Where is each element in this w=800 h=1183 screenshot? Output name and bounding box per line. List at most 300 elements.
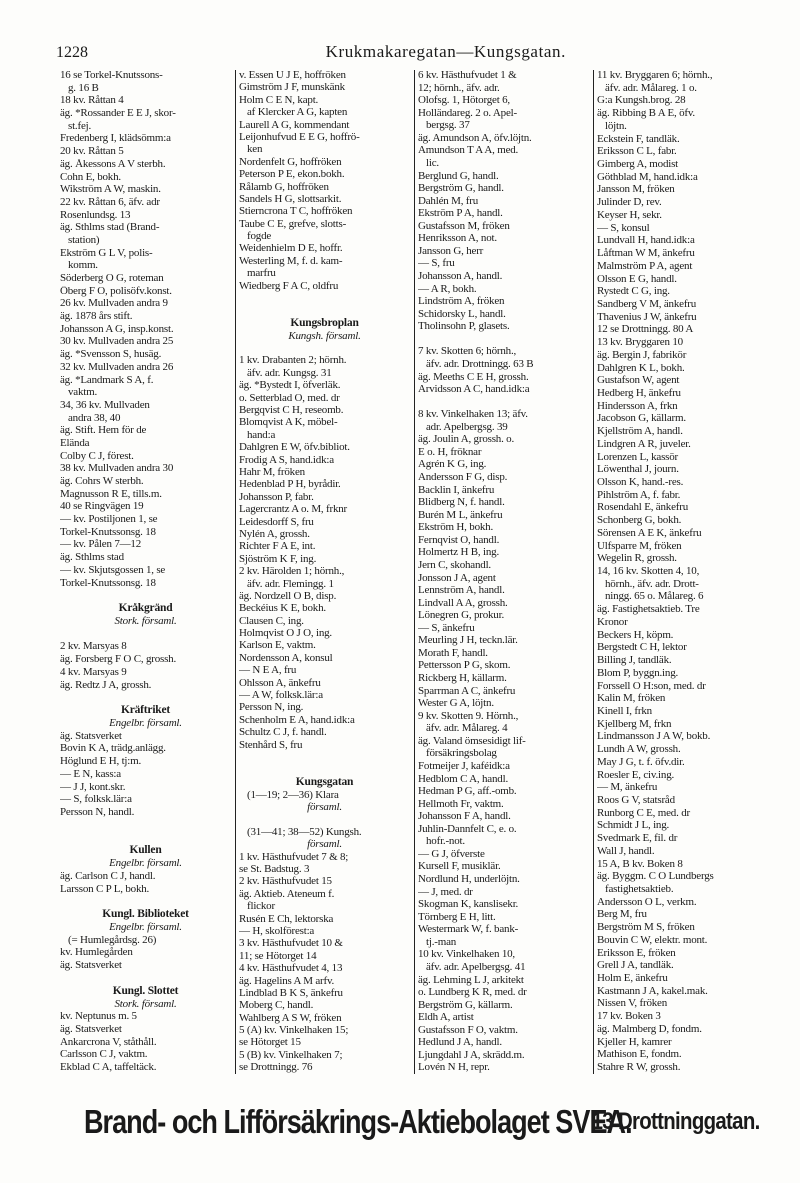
directory-line: Frodig A S, hand.idk:a: [239, 454, 334, 466]
directory-line: äg. Stift. Hem för de: [60, 425, 147, 437]
directory-line: äg. Statsverket: [60, 960, 122, 972]
directory-line: Nordlund H, underlöjtn.: [418, 874, 520, 885]
directory-line: Gimström J F, munskänk: [239, 82, 345, 94]
directory-line: — M, änkefru: [597, 782, 658, 794]
directory-line: äg. Åkessons A V sterbh.: [60, 158, 166, 170]
directory-line: Bergqvist C H, reseomb.: [239, 405, 344, 417]
directory-line: Kronor: [597, 616, 628, 628]
directory-line: 16 se Torkel-Knutssons-: [60, 70, 163, 81]
directory-line: äg. Byggm. C O Lundbergs: [597, 871, 714, 883]
directory-line: Berglund G, handl.: [418, 170, 499, 182]
directory-line: Bergström M S, fröken: [597, 922, 695, 934]
directory-line: äg. Statsverket: [60, 730, 122, 742]
directory-line: Wall J, handl.: [597, 845, 655, 857]
directory-line: äfv. adr. Kungsg. 31: [247, 367, 332, 379]
directory-line: ningg. 65 o. Målareg. 6: [605, 591, 704, 603]
directory-line: 14, 16 kv. Skotten 4, 10,: [597, 566, 700, 578]
directory-line: Leidesdorff S, fru: [239, 516, 314, 528]
directory-line: — A R, bokh.: [418, 283, 477, 295]
directory-line: Göthblad M, hand.idk:a: [597, 171, 698, 183]
directory-line: Colby C J, förest.: [60, 450, 134, 462]
directory-line: Holländareg. 2 o. Apel-: [418, 107, 517, 119]
directory-line: — kv. Postiljonen 1, se: [60, 514, 158, 526]
directory-line: Kräftriket: [120, 704, 171, 716]
directory-line: Hedlund J A, handl.: [418, 1037, 502, 1049]
directory-line: Rystedt C G, ing.: [597, 286, 670, 298]
directory-line: Kjeller H, kamrer: [597, 1036, 672, 1048]
directory-line: Wegelin R, grossh.: [597, 553, 677, 565]
directory-line: lic.: [426, 157, 439, 169]
directory-line: Schenholm E A, hand.idk:a: [239, 714, 355, 726]
directory-line: Ulfsparre M, fröken: [597, 540, 682, 552]
directory-line: Kullen: [129, 844, 162, 856]
directory-line: äg. *Landmark S A, f.: [60, 374, 154, 386]
directory-line: Lundh A W, grossh.: [597, 744, 681, 756]
directory-line: Nordensson A, konsul: [239, 652, 333, 664]
directory-line: Eckstein F, tandläk.: [597, 133, 680, 145]
directory-line: Johansson A, handl.: [418, 271, 503, 282]
directory-line: Richter F A E, int.: [239, 541, 316, 553]
directory-line: äg. Cohrs W sterbh.: [60, 476, 144, 487]
directory-line: 32 kv. Mullvaden andra 26: [60, 361, 174, 373]
directory-line: äg. Fastighetsaktieb. Tre: [597, 604, 700, 616]
directory-line: E o. H, fröknar: [418, 446, 482, 458]
directory-line: Ekström P A, handl.: [418, 208, 503, 220]
directory-line: 9 kv. Skotten 9. Hörnh.,: [418, 710, 519, 722]
directory-line: Hindersson A, frkn: [597, 400, 678, 412]
directory-line: Jacobson G, källarm.: [597, 413, 686, 425]
directory-line: 13 kv. Bryggaren 10: [597, 337, 683, 349]
directory-line: Persson N, handl.: [60, 806, 135, 818]
directory-line: äg. Amundson A, öfv.löjtn.: [418, 132, 532, 144]
directory-line: kv. Humlegården: [60, 947, 133, 959]
directory-line: Roesler E, civ.ing.: [597, 769, 675, 781]
directory-line: [418, 334, 589, 345]
directory-line: [60, 590, 231, 601]
directory-column-2: [235, 70, 410, 1074]
directory-line: 10 kv. Vinkelhaken 10,: [418, 949, 515, 961]
directory-line: Westermark W, f. bank-: [418, 924, 519, 936]
directory-line: Laurell A G, kommendant: [239, 119, 350, 131]
directory-line: — E N, kass:a: [60, 768, 121, 780]
directory-line: Kungsgatan: [295, 776, 354, 788]
directory-line: 34, 36 kv. Mullvaden: [60, 399, 150, 411]
directory-line: Bovin K A, trädg.anlägg.: [60, 743, 166, 755]
directory-line: Rålamb G, hoffröken: [239, 181, 329, 193]
directory-line: Jern C, skohandl.: [418, 559, 491, 571]
directory-line: 40 se Ringvägen 19: [60, 501, 144, 513]
directory-line: Persson N, ing.: [239, 702, 304, 714]
directory-line: — S, folksk.lär:a: [60, 794, 132, 806]
directory-line: Gustafsson M, fröken: [418, 220, 510, 232]
directory-line: Öberg F O, polisöfv.konst.: [60, 285, 172, 297]
directory-line: Rosendahl E, änkefru: [597, 502, 688, 514]
directory-line: Billing J, tandläk.: [597, 655, 672, 667]
directory-line: Thavenius J W, änkefru: [597, 311, 697, 323]
directory-line: 6 kv. Hästhufvudet 1 &: [418, 70, 517, 81]
directory-line: 15 A, B kv. Boken 8: [597, 858, 683, 870]
directory-line: Sandberg V M, änkefru: [597, 298, 697, 310]
directory-line: 11 kv. Bryggaren 6; hörnh.,: [597, 70, 713, 81]
directory-line: af Klercker A G, kapten: [247, 107, 348, 119]
directory-line: Blidberg N, f. handl.: [418, 497, 505, 509]
directory-line: Wahlberg A S W, fröken: [239, 1012, 342, 1024]
directory-line: Ankarcrona V, ståthåll.: [60, 1036, 157, 1048]
directory-line: äg. Aktieb. Ateneum f.: [239, 888, 335, 900]
directory-line: Peterson P E, ekon.bokh.: [239, 169, 345, 181]
directory-line: äfv. adr. Apelbergsg. 41: [426, 961, 526, 973]
directory-line: Kråkgränd: [118, 602, 173, 614]
directory-line: försäkringsbolag: [426, 748, 497, 760]
directory-line: Elända: [60, 437, 90, 449]
directory-line: Jonsson J A, agent: [418, 572, 496, 584]
directory-line: — G J, öfverste: [418, 848, 485, 860]
directory-line: Ekström H, bokh.: [418, 522, 494, 534]
directory-line: Lennström A, handl.: [418, 585, 505, 597]
directory-line: Backlin I, änkefru: [418, 484, 495, 496]
directory-line: Höglund E H, tj:m.: [60, 756, 142, 768]
directory-line: Keyser H, sekr.: [597, 209, 662, 221]
directory-line: Engelbr. församl.: [109, 922, 182, 934]
directory-line: Kalin M, fröken: [597, 693, 666, 705]
directory-line: — kv. Pålen 7—12: [60, 539, 142, 551]
directory-line: [60, 973, 231, 984]
directory-line: se St. Badstug. 3: [239, 864, 310, 875]
directory-line: 2 kv. Hästhufvudet 15: [239, 876, 332, 888]
directory-line: Stork. församl.: [114, 616, 177, 628]
directory-line: vaktm.: [68, 387, 98, 399]
directory-line: Holmertz H B, ing.: [418, 547, 500, 559]
directory-line: Dahlén M, fru: [418, 195, 479, 207]
directory-line: 18 kv. Råttan 4: [60, 95, 124, 107]
directory-line: Mathison E, fondm.: [597, 1049, 682, 1061]
directory-line: — N E A, fru: [239, 665, 297, 677]
directory-line: Pettersson P G, skom.: [418, 660, 511, 672]
directory-line: [239, 293, 410, 304]
directory-line: [60, 896, 231, 907]
directory-line: äg. Valand ömsesidigt lif-: [418, 735, 526, 747]
directory-line: Nylén A, grossh.: [239, 528, 310, 540]
directory-line: Morath F, handl.: [418, 647, 488, 659]
directory-line: — J, med. dr: [418, 886, 473, 898]
directory-line: — S, fru: [418, 258, 455, 270]
directory-line: Andersson F G, disp.: [418, 472, 508, 483]
page-number: 1228: [56, 44, 88, 61]
directory-line: Gustafson W, agent: [597, 375, 680, 387]
directory-line: 12; hörnh., äfv. adr.: [418, 82, 500, 94]
directory-line: Holm C E N, kapt.: [239, 94, 319, 106]
directory-line: Nordenfelt G, hoffröken: [239, 156, 342, 168]
directory-line: tj.-man: [426, 936, 457, 948]
directory-line: Olsson K, hand.-res.: [597, 477, 684, 488]
directory-line: Clausen C, ing.: [239, 615, 304, 627]
directory-line: Dahlgren E W, öfv.bibliot.: [239, 442, 350, 454]
directory-line: Rusén E Ch, lektorska: [239, 913, 334, 925]
directory-line: — S, änkefru: [418, 622, 475, 634]
directory-line: Lovén N H, repr.: [418, 1062, 490, 1074]
directory-line: Wester G A, löjtn.: [418, 698, 494, 710]
directory-line: kv. Neptunus m. 5: [60, 1011, 137, 1023]
directory-line: flickor: [247, 901, 275, 913]
directory-line: Törnberg E H, litt.: [418, 911, 496, 923]
directory-line: [60, 692, 231, 703]
directory-line: Nissen V, fröken: [597, 998, 668, 1010]
directory-line: Johansson P, fabr.: [239, 491, 314, 503]
directory-line: Schidorsky L, handl.: [418, 308, 506, 320]
directory-line: Grell J A, tandläk.: [597, 960, 674, 972]
directory-line: Torkel-Knutssonsg. 18: [60, 577, 156, 589]
directory-line: Rosenlundsg. 13: [60, 209, 131, 221]
directory-line: Sjöström K F, ing.: [239, 553, 317, 565]
directory-line: 3 kv. Hästhufvudet 10 &: [239, 938, 343, 950]
directory-line: Forssell O H:son, med. dr: [597, 680, 706, 692]
directory-line: Amundson T A A, med.: [418, 145, 519, 157]
directory-line: Eriksson E, fröken: [597, 947, 676, 959]
directory-line: äg. Bergin J, fabrikör: [597, 349, 687, 361]
directory-line: Fotmeijer J, kaféidk:a: [418, 760, 510, 772]
directory-line: Hahr M, fröken: [239, 467, 305, 478]
directory-line: ken: [247, 144, 263, 156]
directory-line: Runborg C E, med. dr: [597, 807, 690, 819]
directory-line: Lönegren G, prokur.: [418, 610, 505, 622]
directory-line: [60, 629, 231, 640]
directory-line: Sparrman A C, änkefru: [418, 685, 516, 697]
directory-column-3: [414, 70, 589, 1074]
directory-line: äg. *Svensson S, husäg.: [60, 349, 162, 361]
directory-line: (1—19; 2—36) Klara: [247, 789, 339, 801]
directory-line: äfv. adr. Flemingg. 1: [247, 578, 334, 590]
directory-line: äg. Nordzell O B, disp.: [239, 590, 337, 602]
directory-line: Hedenblad P H, byrådir.: [239, 479, 341, 491]
directory-line: o. Lundberg K R, med. dr: [418, 987, 527, 999]
directory-line: Blom P, byggn.ing.: [597, 667, 679, 679]
directory-line: Roos G V, statsråd: [597, 794, 675, 806]
directory-line: bergsg. 37: [426, 120, 470, 132]
directory-line: marfru: [247, 268, 276, 280]
directory-line: Julinder D, rev.: [597, 197, 662, 209]
directory-line: [418, 397, 589, 408]
directory-line: Engelbr. församl.: [109, 718, 182, 730]
directory-line: 8 kv. Vinkelhaken 13; äfv.: [418, 409, 528, 421]
directory-line: [239, 305, 410, 316]
directory-line: Schonberg G, bokh.: [597, 515, 682, 527]
directory-line: Hedberg H, änkefru: [597, 387, 681, 399]
directory-line: Holm E, änkefru: [597, 973, 668, 985]
directory-line: — H, skolförest:a: [239, 925, 315, 937]
directory-line: Kungsbroplan: [290, 317, 359, 329]
directory-line: Hedblom C A, handl.: [418, 773, 509, 785]
directory-line: 12 se Drottningg. 80 A: [597, 324, 694, 336]
directory-line: 5 (A) kv. Vinkelhaken 15;: [239, 1025, 349, 1037]
directory-line: äg. Joulin A, grossh. o.: [418, 434, 515, 446]
directory-line: Gustafsson F O, vaktm.: [418, 1024, 518, 1036]
directory-line: Lindblad B K S, änkefru: [239, 987, 343, 999]
directory-line: st.fej.: [68, 120, 92, 132]
directory-line: [239, 343, 410, 354]
directory-line: 38 kv. Mullvaden andra 30: [60, 463, 174, 475]
advertisement-footer: [84, 1096, 760, 1148]
directory-line: g. 16 B: [68, 82, 99, 94]
directory-line: Johansson A G, insp.konst.: [60, 323, 174, 335]
directory-line: v. Essen U J E, hoffröken: [239, 70, 346, 81]
page-header: [56, 42, 756, 66]
directory-line: Sörensen A E K, änkefru: [597, 527, 702, 539]
directory-line: Ekblad C A, taffeltäck.: [60, 1062, 157, 1074]
directory-line: Kungsh. församl.: [288, 330, 361, 342]
directory-line: Larsson C P L, bokh.: [60, 883, 150, 895]
directory-line: Agrén K G, ing.: [418, 459, 487, 471]
directory-line: 1 kv. Hästhufvudet 7 & 8;: [239, 851, 349, 863]
directory-line: station): [68, 234, 100, 246]
directory-line: Schmidt J L, ing.: [597, 820, 670, 832]
directory-line: se Drottningg. 76: [239, 1062, 313, 1074]
directory-line: Svedmark E, fil. dr: [597, 833, 678, 845]
directory-line: Schultz C J, f. handl.: [239, 727, 327, 739]
directory-line: fastighetsaktieb.: [605, 884, 674, 895]
directory-line: äg. *Bystedt I, öfverläk.: [239, 380, 341, 392]
directory-line: 5 (B) kv. Vinkelhaken 7;: [239, 1049, 343, 1061]
directory-line: Lindmansson J A W, bokb.: [597, 731, 711, 743]
directory-line: Sandels H G, slottsarkit.: [239, 193, 342, 205]
directory-line: (31—41; 38—52) Kungsh.: [247, 826, 362, 838]
directory-line: Moberg C, handl.: [239, 1000, 314, 1012]
running-head: Krukmakaregatan—Kungsgatan.: [325, 42, 566, 61]
directory-line: [239, 764, 410, 775]
directory-line: Skogman K, kanslisekr.: [418, 899, 519, 911]
directory-line: äfv. adr. Målareg. 1 o.: [605, 82, 697, 94]
directory-line: Ekström G L V, polis-: [60, 247, 153, 259]
directory-line: äg. Sthlms stad: [60, 552, 124, 564]
directory-line: äg. Sthlms stad (Brand-: [60, 222, 160, 234]
directory-line: Magnusson R E, tills.m.: [60, 488, 162, 500]
directory-line: äg. Statsverket: [60, 1024, 122, 1036]
directory-line: 1 kv. Drabanten 2; hörnh.: [239, 355, 347, 367]
directory-line: Stahre R W, grossh.: [597, 1062, 681, 1074]
directory-line: 4 kv. Marsyas 9: [60, 666, 127, 678]
directory-line: 30 kv. Mullvaden andra 25: [60, 336, 174, 348]
directory-line: Lorenzen L, kassör: [597, 451, 679, 463]
directory-line: Bouvin C W, elektr. mont.: [597, 934, 708, 946]
directory-line: Torkel-Knutssonsg. 18: [60, 526, 156, 538]
directory-line: Arvidsson A C, hand.idk:a: [418, 384, 530, 396]
directory-line: äg. Hagelins A M arfv.: [239, 975, 335, 987]
directory-line: Lagercrantz A o. M, frknr: [239, 504, 348, 516]
directory-line: Jansson G, herr: [418, 245, 484, 257]
footer-address: 13 Drottninggatan.: [592, 1108, 760, 1135]
directory-line: Taube C E, grefve, slotts-: [239, 218, 347, 230]
directory-line: Hellmoth Fr, vaktm.: [418, 798, 504, 810]
directory-line: Hedman P G, aff.-omb.: [418, 786, 517, 798]
directory-line: Engelbr. församl.: [109, 858, 182, 870]
directory-line: äg. Lehming L J, arkitekt: [418, 974, 524, 986]
directory-line: fogde: [247, 231, 272, 243]
directory-line: Olsson E G, handl.: [597, 273, 677, 285]
directory-line: Beckers H, köpm.: [597, 629, 674, 641]
directory-line: Westerling M, f. d. kam-: [239, 255, 343, 267]
directory-line: Blomqvist A K, möbel-: [239, 417, 338, 429]
directory-line: komm.: [68, 260, 98, 272]
directory-line: Meurling J H, teckn.lär.: [418, 635, 518, 647]
directory-line: hofr.-not.: [426, 836, 465, 848]
directory-line: Pihlström A, f. fabr.: [597, 489, 681, 501]
directory-line: äg. Meeths C E H, grossh.: [418, 371, 529, 383]
directory-line: äg. Ribbing B A E, öfv.: [597, 108, 695, 120]
directory-line: Andersson O L, verkm.: [597, 896, 697, 908]
directory-line: Henriksson A, not.: [418, 233, 497, 245]
directory-columns: [60, 70, 768, 1074]
directory-line: 26 kv. Mullvaden andra 9: [60, 298, 168, 310]
directory-line: 7 kv. Skotten 6; hörnh.,: [418, 346, 517, 358]
directory-line: äg. *Rossander E E J, skor-: [60, 108, 176, 120]
footer-company: Brand- och Lifförsäkrings-Aktiebolaget SVEA.: [84, 1103, 632, 1140]
directory-line: äg. 1878 års stift.: [60, 311, 133, 323]
directory-line: Stenhård S, fru: [239, 739, 303, 751]
directory-line: [60, 832, 231, 843]
directory-line: Olofsg. 1, Hötorget 6,: [418, 95, 510, 107]
directory-line: Jansson M, fröken: [597, 184, 675, 196]
directory-line: Dahlgren K L, bokh.: [597, 362, 685, 374]
directory-line: — J J, kont.skr.: [60, 781, 126, 793]
directory-line: Fernqvist O, handl.: [418, 534, 500, 546]
directory-line: Ohlsson A, änkefru: [239, 677, 321, 689]
directory-line: Kjellström A, handl.: [597, 426, 683, 438]
directory-line: andra 38, 40: [68, 412, 121, 424]
directory-column-4: [593, 70, 768, 1074]
directory-line: Wiedberg F A C, oldfru: [239, 280, 339, 292]
directory-line: [239, 814, 410, 825]
directory-line: församl.: [307, 802, 342, 814]
directory-line: 4 kv. Hästhufvudet 4, 13: [239, 963, 343, 975]
directory-line: äg. Forsberg F O C, grossh.: [60, 654, 177, 666]
directory-line: Gimberg A, modist: [597, 159, 679, 171]
directory-line: Löwenthal J, journ.: [597, 464, 679, 476]
directory-line: Kursell F, musiklär.: [418, 861, 501, 873]
directory-line: Malmström P A, agent: [597, 260, 693, 272]
directory-line: Bergström G, källarm.: [418, 999, 513, 1011]
directory-line: [60, 820, 231, 831]
directory-line: se Hötorget 15: [239, 1037, 301, 1049]
directory-line: Rickberg H, källarm.: [418, 673, 507, 684]
directory-line: Berg M, fru: [597, 909, 647, 921]
directory-line: Kungl. Biblioteket: [102, 908, 189, 920]
directory-line: Karlson E, vaktm.: [239, 640, 316, 652]
directory-line: Weidenhielm D E, hoffr.: [239, 243, 343, 255]
directory-line: 20 kv. Råttan 5: [60, 146, 124, 158]
directory-line: G:a Kungsh.brog. 28: [597, 95, 686, 107]
directory-line: — kv. Skjutsgossen 1, se: [60, 564, 166, 576]
directory-line: 2 kv. Marsyas 8: [60, 641, 127, 653]
directory-line: Holmqvist O J O, ing.: [239, 628, 332, 640]
directory-line: May J G, t. f. öfv.dir.: [597, 756, 685, 768]
directory-line: Cohn E, bokh.: [60, 171, 121, 183]
directory-line: Kjellberg M, frkn: [597, 718, 672, 730]
directory-line: 17 kv. Boken 3: [597, 1011, 661, 1023]
directory-line: Låftman W M, änkefru: [597, 248, 695, 260]
directory-line: Ljungdahl J A, skrädd.m.: [418, 1049, 525, 1061]
directory-line: Juhlin-Dannfelt C, e. o.: [418, 823, 517, 835]
directory-line: äfv. adr. Målareg. 4: [426, 723, 508, 735]
directory-line: Lindvall A A, grossh.: [418, 597, 508, 609]
directory-line: Bergstedt C H, lektor: [597, 642, 687, 654]
directory-line: Tholinsohn P, glasets.: [418, 321, 510, 333]
directory-line: Fredenberg I, klädsömm:a: [60, 133, 171, 145]
directory-line: Bergström G, handl.: [418, 183, 504, 195]
directory-line: [239, 752, 410, 763]
directory-line: (= Humlegårdsg. 26): [68, 934, 157, 946]
directory-line: Beckéius K E, bokh.: [239, 603, 326, 615]
directory-line: församl.: [307, 839, 342, 851]
directory-line: Lindström A, fröken: [418, 296, 505, 308]
